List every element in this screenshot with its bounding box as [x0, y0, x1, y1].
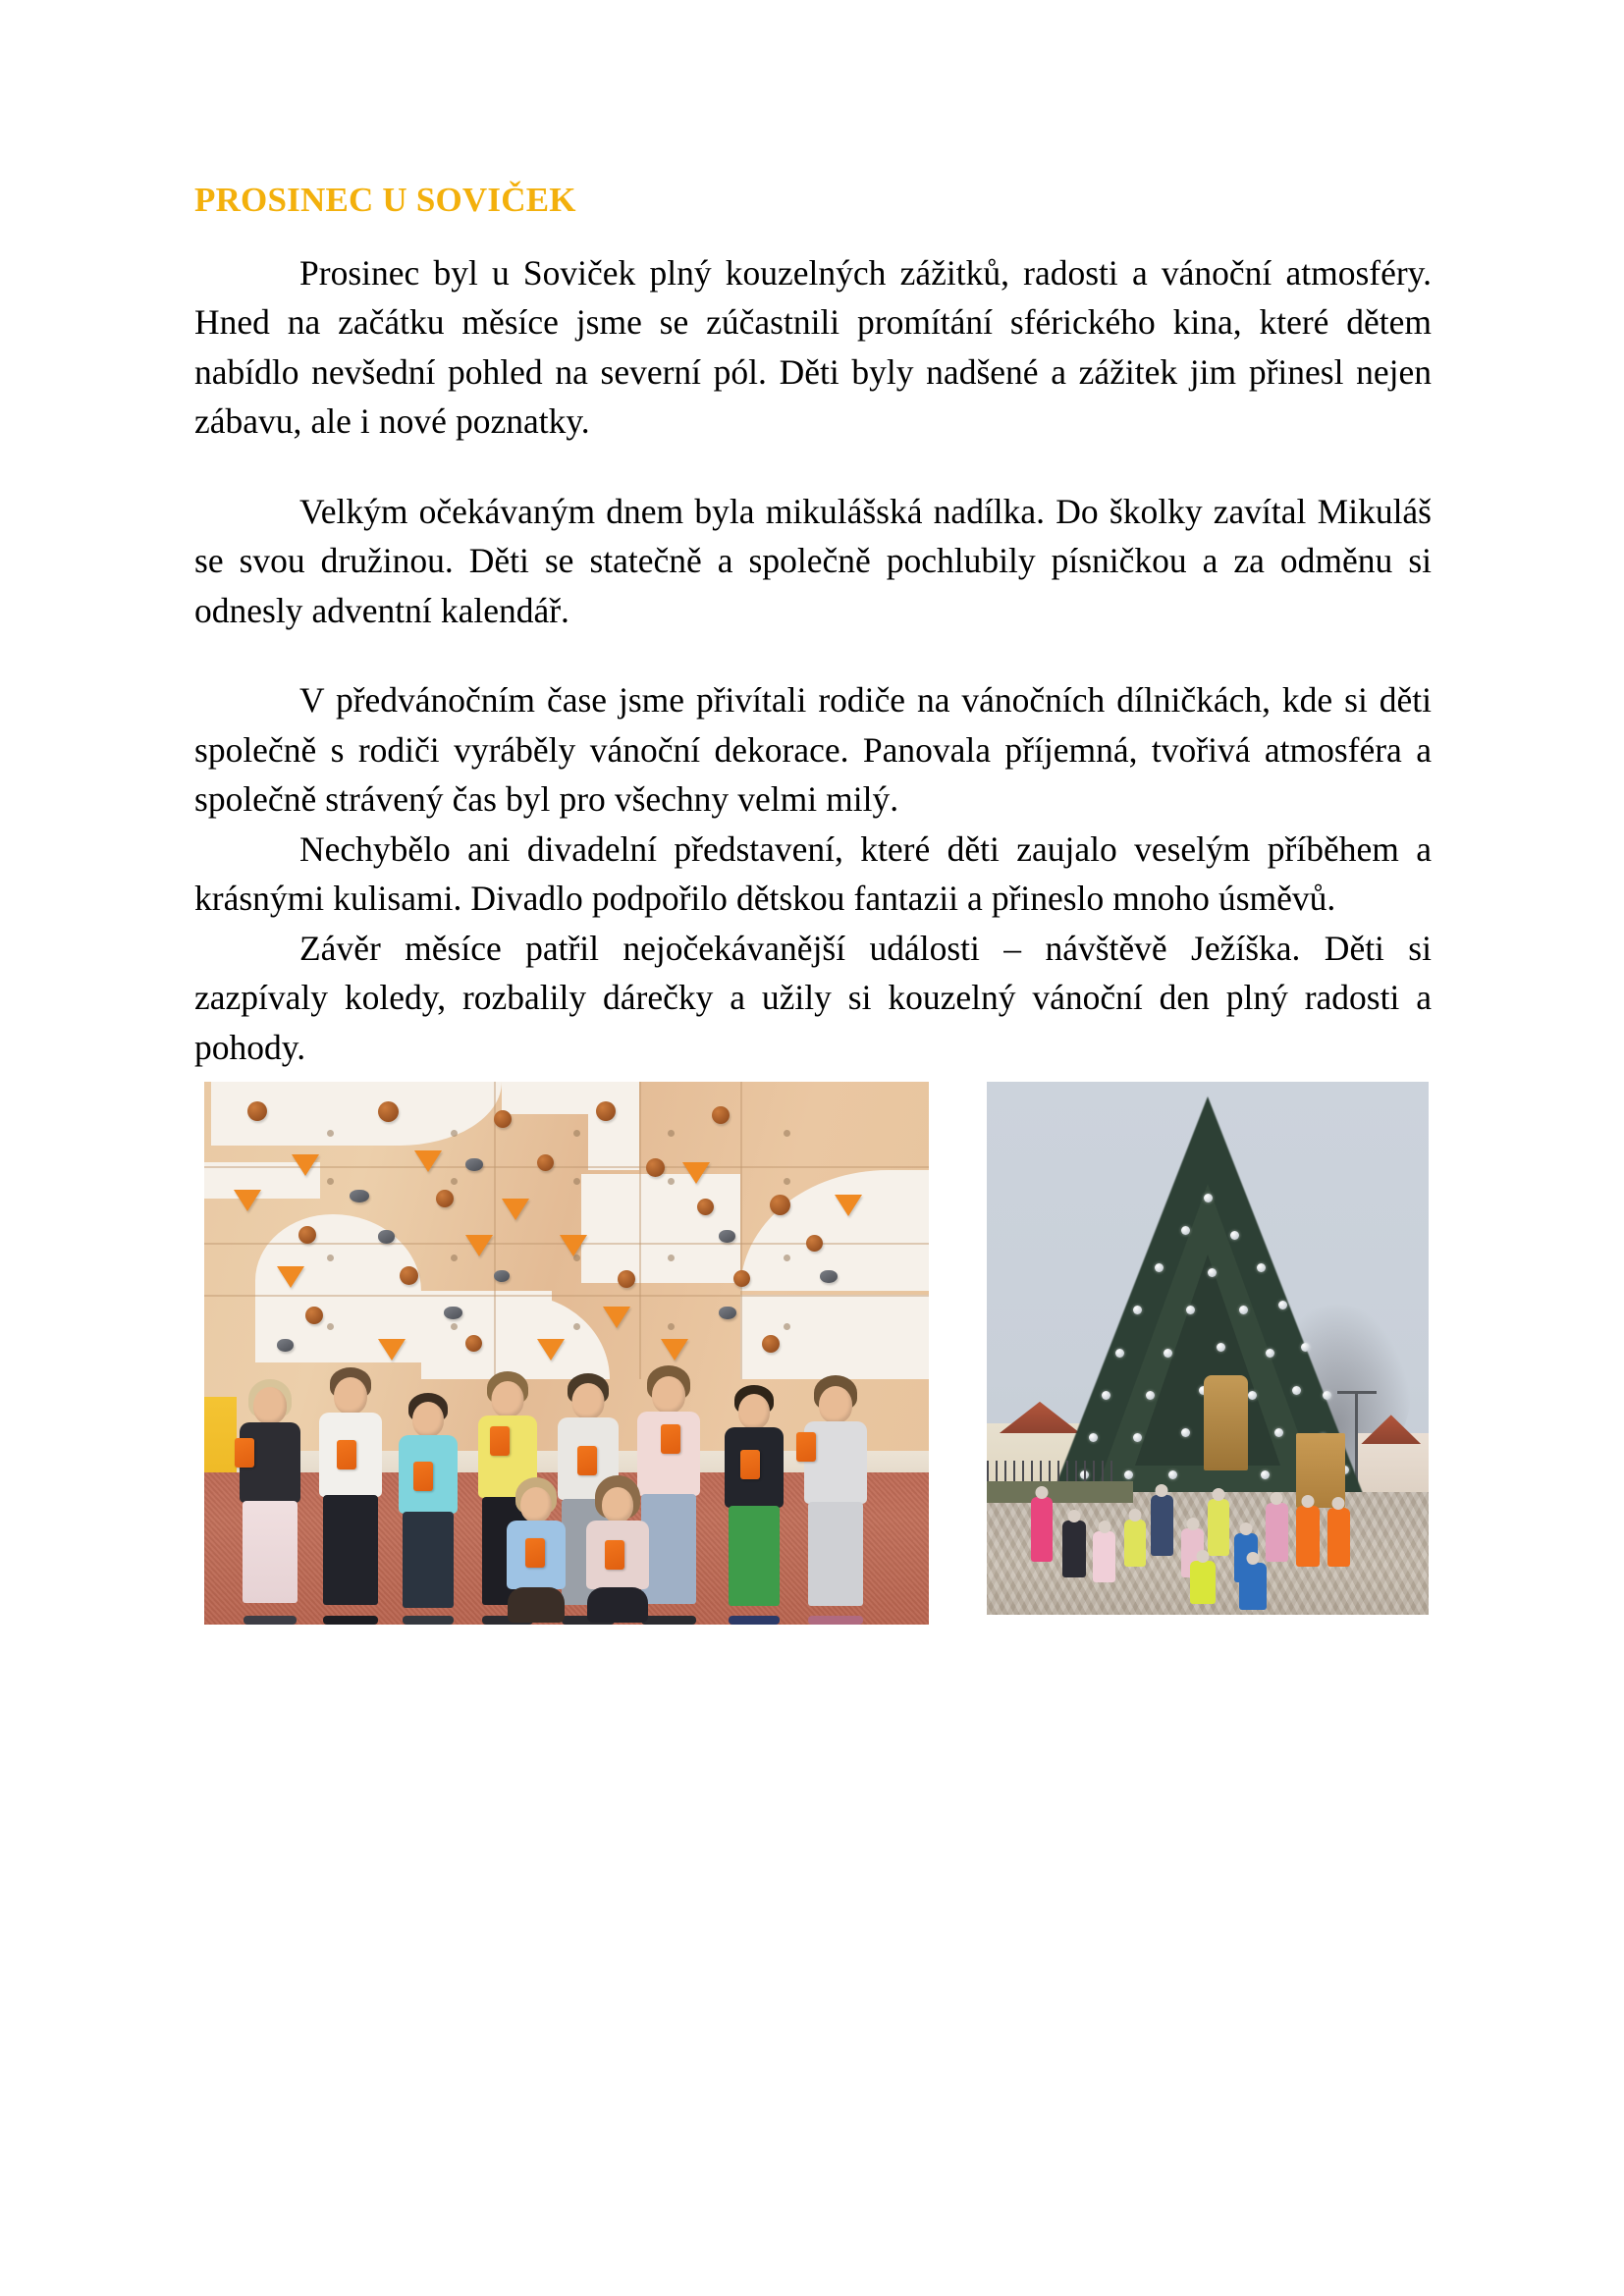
- child-figure: [719, 1385, 789, 1625]
- page-title: PROSINEC U SOVIČEK: [194, 181, 576, 219]
- climbing-hold: [414, 1150, 442, 1172]
- child-figure: [1239, 1563, 1267, 1610]
- bauble: [1274, 1428, 1283, 1437]
- child-figure: [393, 1393, 463, 1625]
- bauble: [1124, 1470, 1133, 1479]
- wall-seam: [639, 1082, 641, 1379]
- bauble: [1248, 1391, 1257, 1400]
- wall-bolt: [668, 1323, 675, 1330]
- climbing-hold: [560, 1235, 587, 1256]
- wall-bolt: [327, 1178, 334, 1185]
- wall-bolt: [451, 1323, 458, 1330]
- child-figure: [1062, 1521, 1086, 1577]
- child-figure: [1266, 1503, 1288, 1562]
- climbing-hold: [770, 1195, 790, 1215]
- climbing-hold: [806, 1235, 823, 1252]
- climbing-hold: [292, 1154, 319, 1176]
- wall-panel: [515, 1295, 610, 1379]
- wall-bolt: [784, 1323, 790, 1330]
- bauble: [1102, 1391, 1110, 1400]
- paragraph-2: Velkým očekávaným dnem byla mikulášská nadílka. Do školky zavítal Mikuláš se svou družinou. Děti se statečně a společně pochlubily písničkou a za odměnu si odnesly adventní kalendář.: [194, 491, 1432, 630]
- wall-bolt: [451, 1130, 458, 1137]
- bauble: [1168, 1470, 1177, 1479]
- bauble: [1257, 1263, 1266, 1272]
- wall-bolt: [668, 1130, 675, 1137]
- child-figure: [313, 1367, 388, 1625]
- climbing-hold: [378, 1339, 406, 1361]
- wall-seam: [494, 1082, 496, 1379]
- climbing-hold: [682, 1162, 710, 1184]
- climbing-hold: [502, 1199, 529, 1220]
- bauble: [1115, 1349, 1124, 1358]
- child-figure: [798, 1375, 873, 1625]
- climbing-hold: [465, 1235, 493, 1256]
- bauble: [1164, 1349, 1172, 1358]
- bauble: [1133, 1306, 1142, 1314]
- climbing-hold: [444, 1307, 462, 1319]
- bauble: [1133, 1433, 1142, 1442]
- child-figure: [1124, 1520, 1146, 1567]
- bauble: [1278, 1301, 1287, 1309]
- child-figure: [1151, 1495, 1173, 1556]
- child-figure: [234, 1379, 306, 1625]
- climbing-hold: [537, 1339, 565, 1361]
- photo-row: [204, 1082, 1432, 1627]
- bauble: [1301, 1343, 1310, 1352]
- bauble: [1181, 1428, 1190, 1437]
- wall-bolt: [784, 1178, 790, 1185]
- climbing-hold: [835, 1195, 862, 1216]
- climbing-hold: [277, 1266, 304, 1288]
- climbing-hold: [618, 1270, 635, 1288]
- child-figure: [1031, 1497, 1053, 1562]
- climbing-hold: [596, 1101, 616, 1121]
- paragraph-1: Prosinec byl u Soviček plný kouzelných zážitků, radosti a vánoční atmosféry. Hned na začátku měsíce jsme se zúčastnili promítání sférického kina, které dětem nabídlo nevšední pohled na severní pól. Děti byly nadšené a zážitek jim přinesl nejen zábavu, ale i nové poznatky.: [194, 252, 1432, 442]
- child-figure: [1296, 1506, 1320, 1567]
- wall-panel: [581, 1174, 740, 1282]
- child-figure: [1093, 1531, 1115, 1582]
- climbing-hold: [350, 1190, 369, 1202]
- wall-bolt: [451, 1255, 458, 1261]
- wall-bolt: [573, 1323, 580, 1330]
- climbing-hold: [762, 1335, 780, 1353]
- bauble: [1323, 1391, 1331, 1400]
- climbing-hold: [465, 1158, 483, 1171]
- nativity-figure: [1204, 1375, 1248, 1471]
- climbing-hold: [603, 1307, 630, 1328]
- climbing-hold: [537, 1154, 554, 1171]
- bauble: [1186, 1306, 1195, 1314]
- child-figure-kneeling: [581, 1475, 654, 1625]
- fence: [987, 1461, 1119, 1482]
- wall-seam: [204, 1295, 929, 1297]
- wall-panel: [588, 1082, 639, 1170]
- bauble: [1230, 1231, 1239, 1240]
- photo-christmas-tree: [987, 1082, 1429, 1615]
- bauble: [1155, 1263, 1164, 1272]
- child-figure: [1327, 1508, 1350, 1567]
- paragraph-3: V předvánočním čase jsme přivítali rodiče na vánočních dílničkách, kde si děti společně s rodiči vyráběly vánoční dekorace. Panovala příjemná, tvořivá atmosféra a společně strávený čas byl pro všechny velmi milý.: [194, 680, 1432, 820]
- climbing-hold: [719, 1307, 736, 1319]
- wall-seam: [740, 1082, 742, 1379]
- climbing-hold: [697, 1199, 714, 1215]
- bauble: [1217, 1343, 1225, 1352]
- child-figure: [1208, 1499, 1229, 1556]
- bauble: [1239, 1306, 1248, 1314]
- wall-bolt: [784, 1130, 790, 1137]
- climbing-hold: [661, 1339, 688, 1361]
- climbing-hold: [494, 1110, 512, 1128]
- climbing-hold: [733, 1270, 750, 1287]
- climbing-hold: [277, 1339, 294, 1352]
- wall-bolt: [573, 1130, 580, 1137]
- bauble: [1146, 1391, 1155, 1400]
- child-figure-kneeling: [502, 1477, 570, 1625]
- wall-bolt: [451, 1178, 458, 1185]
- bauble: [1089, 1433, 1098, 1442]
- child-figure: [1190, 1561, 1216, 1604]
- paragraph-5: Závěr měsíce patřil nejočekávanější události – návštěvě Ježíška. Děti si zazpívaly koledy, rozbalily dárečky a užily si kouzelný vánoční den plný radosti a pohody.: [194, 928, 1432, 1067]
- bauble: [1266, 1349, 1274, 1358]
- bauble: [1181, 1226, 1190, 1235]
- climbing-hold: [465, 1335, 482, 1352]
- climbing-hold: [234, 1190, 261, 1211]
- wall-bolt: [573, 1178, 580, 1185]
- paragraph-4: Nechybělo ani divadelní představení, které děti zaujalo veselým příběhem a krásnými kulisami. Divadlo podpořilo dětskou fantazii a přineslo mnoho úsměvů.: [194, 828, 1432, 919]
- bauble: [1208, 1268, 1217, 1277]
- climbing-hold: [494, 1270, 510, 1282]
- bauble: [1204, 1194, 1213, 1202]
- climbing-hold: [712, 1106, 730, 1124]
- wall-bolt: [327, 1323, 334, 1330]
- climbing-hold: [436, 1190, 454, 1207]
- bauble: [1292, 1386, 1301, 1395]
- text-column: [194, 183, 1432, 1072]
- photo-climbing-wall: [204, 1082, 929, 1625]
- grass-strip: [987, 1481, 1133, 1503]
- climbing-hold: [646, 1158, 665, 1177]
- wall-bolt: [573, 1255, 580, 1261]
